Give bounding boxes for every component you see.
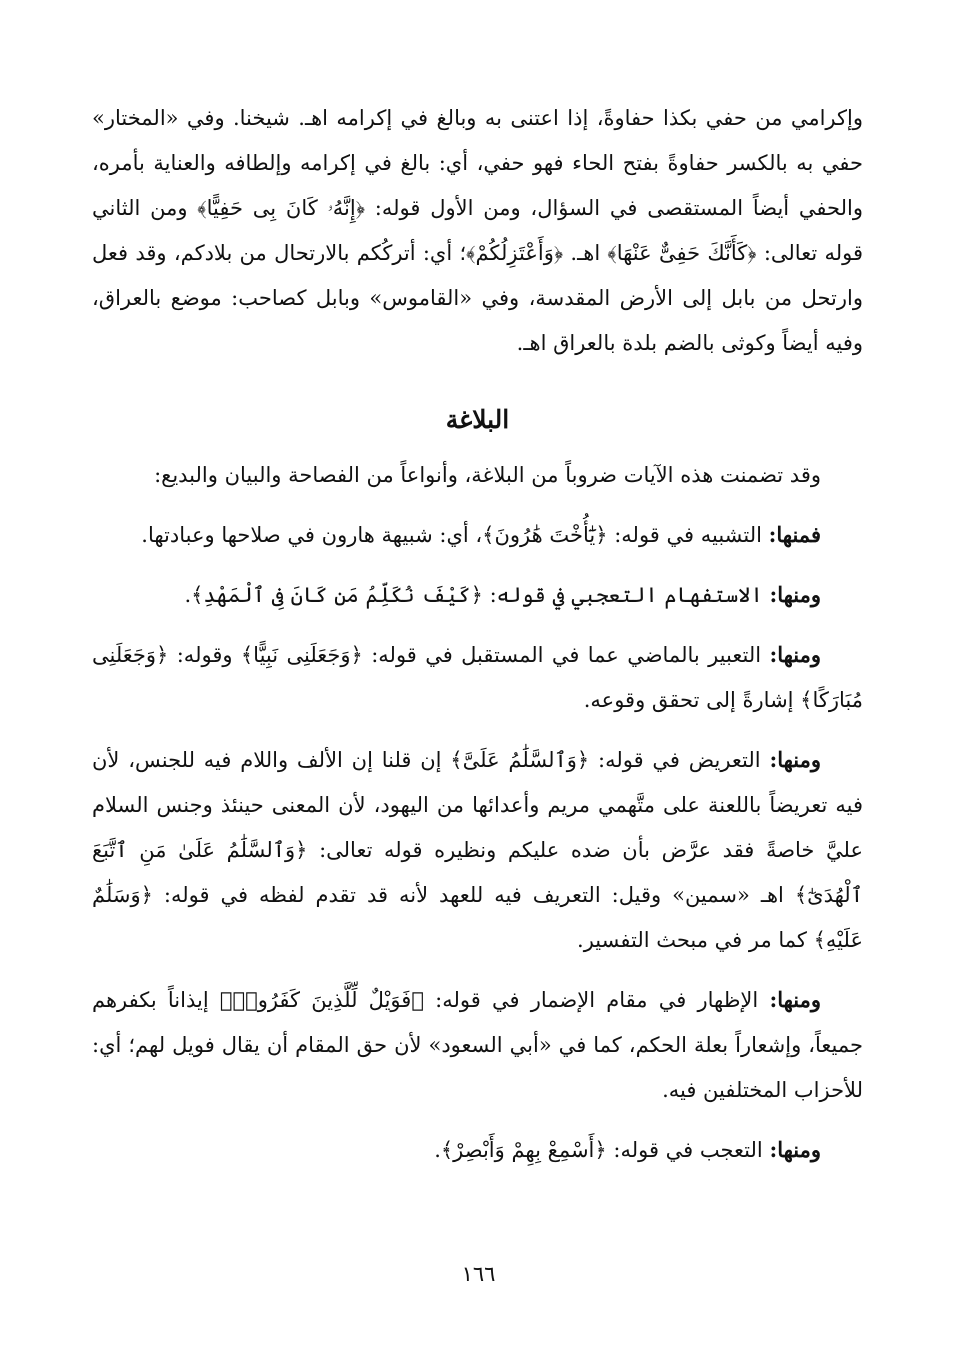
intro-paragraph: وإكرامي من حفي بكذا حفاوةً، إذا اعتنى به وبالغ في إكرامه اهـ. شيخنا. وفي «المختار» حفي به بالكسر حفاوةً بفتح الحاء فهو حفي، أي: بالغ في إكرامه وإلطافه والعناية بأمره، والحفي أيضاً المستقصى في السؤال، ومن الأول قوله: ﴿إِنَّهُۥ كَانَ بِى حَفِيًّا﴾ ومن الثاني قوله تعالى: ﴿كَأَنَّكَ حَفِىٌّ عَنْهَا﴾ اهـ. ﴿وَأَعْتَزِلُكُمْ﴾؛ أي: أتركُكم بالارتحال من بلادكم، وقد فعل وارتحل من بابل إلى الأرض المقدسة، وفي «القاموس» وبابل كصاحب: موضع بالعراق، وفيه أيضاً وكوثى بالضم بلدة بالعراق اهـ. — [92, 106, 863, 355]
paragraph-text: التشبيه في قوله: ﴿يَٰٓأُخْتَ هَٰرُونَ﴾، أي: شبيهة هارون في صلاحها وعبادتها. — [141, 523, 769, 547]
page-content — [92, 96, 863, 1173]
paragraph-exclamation — [92, 1127, 863, 1173]
paragraph-text: الإظهار في مقام الإضمار في قوله: ﴿فَوَيْلٌ لِّلَّذِينَ كَفَرُوا۟﴾ إيذاناً بكفرهم جميعاً، وإشعاراً بعلة الحكم، كما في «أبي السعود» لأن حق المقام أن يقال فويل لهم؛ أي: للأحزاب المختلفين فيه. — [92, 988, 863, 1102]
paragraph-text: التعريض في قوله: ﴿وَٱلسَّلَٰمُ عَلَىَّ﴾ إن قلنا إن الألف واللام فيه للجنس، لأن فيه تعريضاً باللعنة على متَّهمي مريم وأعدائها من اليهود، لأن المعنى حينئذ وجنس السلام عليَّ خاصةً فقد عرَّض بأن ضده عليكم ونظيره قوله تعالى: ﴿وَٱلسَّلَٰمُ عَلَىٰ مَنِ ٱتَّبَعَ ٱلْهُدَىٰٓ﴾ اهـ «سمين» وقيل: التعريف فيه للعهد لأنه قد تقدم لفظه في قوله: ﴿وَسَلَٰمٌ عَلَيْهِ﴾ كما مر في مبحث التفسير. — [92, 748, 863, 952]
paragraph-intro-rhetoric — [92, 452, 863, 498]
paragraph-lead: ومنها: — [769, 582, 821, 607]
page-number: ١٦٦ — [461, 1262, 496, 1286]
paragraph-lead: ومنها: — [769, 987, 821, 1012]
paragraph-interrogative — [92, 572, 863, 618]
paragraph-text: وقد تضمنت هذه الآيات ضروباً من البلاغة، وأنواعاً من الفصاحة والبيان والبديع: — [154, 463, 821, 487]
paragraph-allusion — [92, 737, 863, 963]
paragraph-text: التعبير بالماضي عما في المستقبل في قوله: ﴿وَجَعَلَنِى نَبِيًّا﴾ وقوله: ﴿وَجَعَلَنِى مُبَارَكًا﴾ إشارةً إلى تحقق وقوعه. — [92, 643, 863, 712]
paragraph-text: التعجب في قوله: ﴿أَسْمِعْ بِهِمْ وَأَبْصِرْ﴾. — [434, 1138, 770, 1162]
paragraph-lead: ومنها: — [769, 1137, 821, 1162]
paragraph-past-tense — [92, 632, 863, 723]
paragraph-lead: فمنها: — [768, 522, 821, 547]
paragraph-simile — [92, 512, 863, 558]
paragraph-lead: ومنها: — [769, 642, 821, 667]
paragraph-lead: ومنها: — [769, 747, 821, 772]
section-title: البلاغة — [445, 405, 510, 434]
paragraph-text: الاستفهام التعجبي في قوله: ﴿كَيْفَ نُكَلِّمُ مَن كَانَ فِى ٱلْمَهْدِ﴾. — [184, 583, 770, 607]
paragraph-explicit-mention — [92, 977, 863, 1113]
